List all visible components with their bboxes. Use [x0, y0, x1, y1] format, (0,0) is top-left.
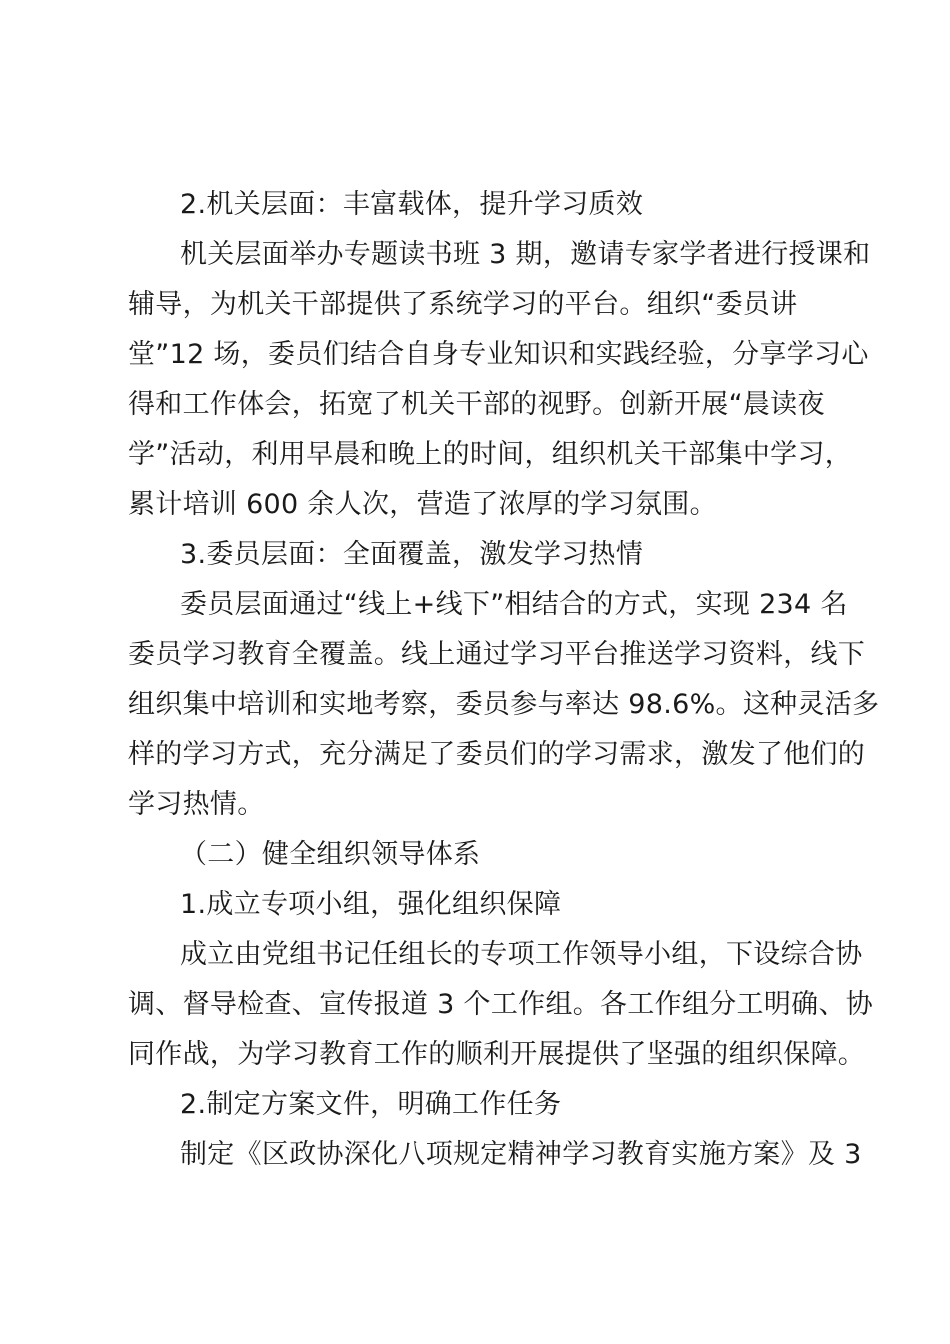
subsection-heading-2: 2.制定方案文件，明确工作任务: [180, 1089, 562, 1120]
paragraph-line: 学习热情。: [128, 789, 265, 820]
paragraph-line: 机关层面举办专题读书班 3 期，邀请专家学者进行授课和: [180, 239, 871, 270]
paragraph-line: 辅导，为机关干部提供了系统学习的平台。组织“委员讲: [128, 289, 798, 320]
section-heading-3: 3.委员层面：全面覆盖，激发学习热情: [180, 539, 644, 570]
paragraph-line: 调、督导检查、宣传报道 3 个工作组。各工作组分工明确、协: [128, 989, 874, 1020]
paragraph-line: 同作战，为学习教育工作的顺利开展提供了坚强的组织保障。: [128, 1039, 866, 1070]
paragraph-line: 样的学习方式，充分满足了委员们的学习需求，激发了他们的: [128, 739, 866, 770]
paragraph-line: 委员层面通过“线上+线下”相结合的方式，实现 234 名: [180, 589, 848, 620]
paragraph-line: 成立由党组书记任组长的专项工作领导小组，下设综合协: [180, 939, 863, 970]
section-heading-2: 2.机关层面：丰富载体，提升学习质效: [180, 189, 644, 220]
paragraph-line: 堂”12 场，委员们结合自身专业知识和实践经验，分享学习心: [128, 339, 869, 370]
document-page: [128, 180, 880, 1180]
paragraph-line: 学”活动，利用早晨和晚上的时间，组织机关干部集中学习，: [128, 439, 853, 470]
section-heading-part-2: （二）健全组织领导体系: [180, 839, 481, 870]
paragraph-line: 制定《区政协深化八项规定精神学习教育实施方案》及 3: [180, 1139, 862, 1170]
paragraph-line: 累计培训 600 余人次，营造了浓厚的学习氛围。: [128, 489, 717, 520]
paragraph-line: 组织集中培训和实地考察，委员参与率达 98.6%。这种灵活多: [128, 689, 880, 720]
paragraph-line: 得和工作体会，拓宽了机关干部的视野。创新开展“晨读夜: [128, 389, 825, 420]
paragraph-line: 委员学习教育全覆盖。线上通过学习平台推送学习资料，线下: [128, 639, 866, 670]
subsection-heading-1: 1.成立专项小组，强化组织保障: [180, 889, 562, 920]
